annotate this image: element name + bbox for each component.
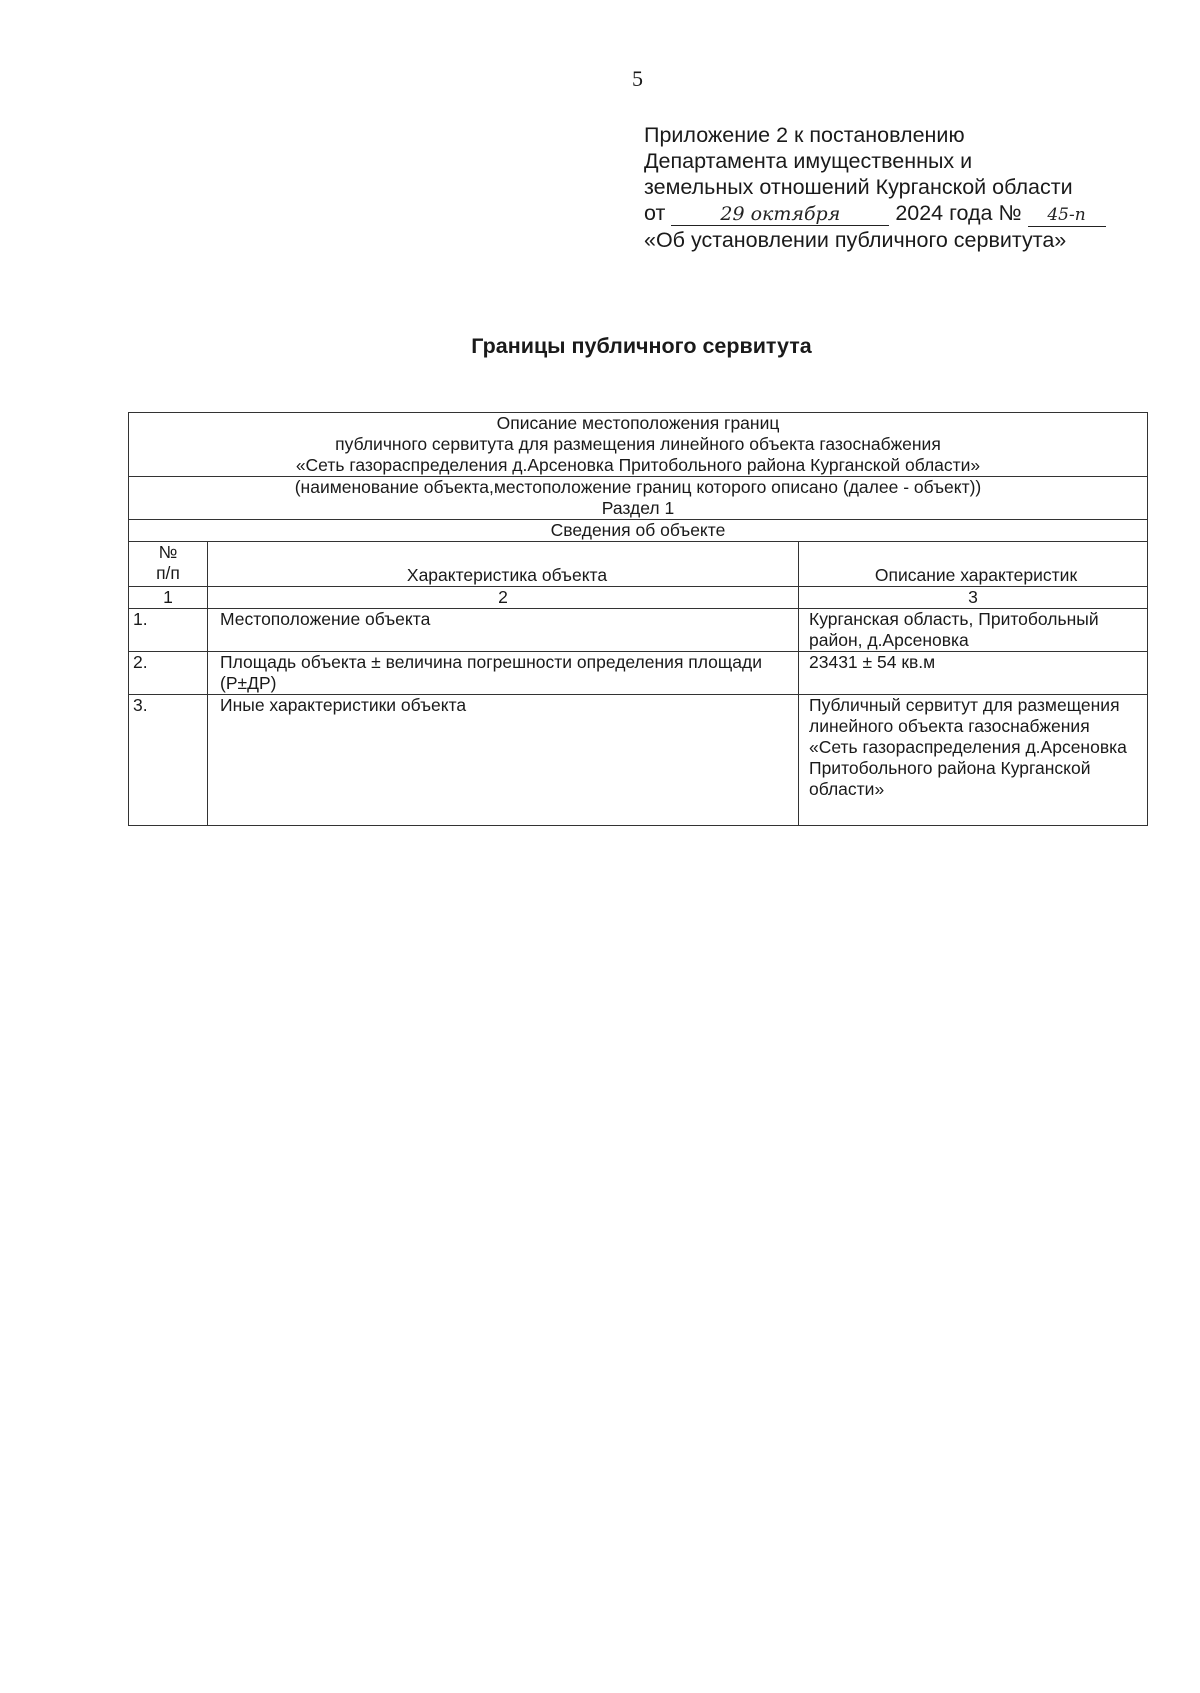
servitude-table [128, 412, 1148, 826]
section-label: Раздел 1 [601, 498, 675, 518]
column-header-row [129, 542, 1148, 587]
row-description: Курганская область, Притобольный район, д.Арсеновка [799, 609, 1148, 652]
col-number-3: 3 [799, 587, 1148, 609]
row-characteristic: Иные характеристики объекта [208, 695, 799, 826]
section-title-row [129, 520, 1148, 542]
row-description: Публичный сервитут для размещения линейного объекта газоснабжения «Сеть газораспределения д.Арсеновка Притобольного района Курганской области» [799, 695, 1148, 826]
appendix-year: 2024 года № [895, 201, 1022, 225]
row-description: 23431 ± 54 кв.м [799, 652, 1148, 695]
section-title: Сведения об объекте [129, 520, 1148, 542]
table-row [129, 652, 1148, 695]
table-header-cell [129, 413, 1148, 477]
table-header-row [129, 413, 1148, 477]
row-num: 1. [129, 609, 208, 652]
col-number-1: 1 [129, 587, 208, 609]
object-note: (наименование объекта,местоположение границ которого описано (далее - объект)) [294, 477, 982, 497]
appendix-block [644, 122, 1106, 253]
appendix-ot: от [644, 201, 666, 225]
header-line-2: публичного сервитута для размещения линейного объекта газоснабжения [335, 434, 941, 454]
row-characteristic: Площадь объекта ± величина погрешности определения площади (Р±ДР) [208, 652, 799, 695]
page-number: 5 [632, 66, 643, 91]
handwritten-date: 29 октября [671, 203, 889, 226]
col-header-num-line2: п/п [156, 563, 180, 583]
handwritten-number: 45-п [1028, 204, 1106, 227]
col-number-2: 2 [208, 587, 799, 609]
appendix-line-5: «Об установлении публичного сервитута» [644, 228, 1067, 252]
row-num: 3. [129, 695, 208, 826]
col-header-num [129, 542, 208, 587]
header-line-3: «Сеть газораспределения д.Арсеновка Притобольного района Курганской области» [295, 455, 981, 475]
col-header-num-line1: № [158, 542, 178, 562]
appendix-line-2: Департамента имущественных и [644, 149, 973, 173]
appendix-line-3: земельных отношений Курганской области [644, 175, 1073, 199]
column-number-row [129, 587, 1148, 609]
table-row [129, 609, 1148, 652]
row-characteristic: Местоположение объекта [208, 609, 799, 652]
object-note-cell [129, 477, 1148, 520]
col-header-description: Описание характеристик [799, 542, 1148, 587]
table-row [129, 695, 1148, 826]
appendix-line-4 [644, 200, 1106, 227]
appendix-line-1: Приложение 2 к постановлению [644, 123, 965, 147]
object-note-row [129, 477, 1148, 520]
row-num: 2. [129, 652, 208, 695]
header-line-1: Описание местоположения границ [496, 413, 780, 433]
col-header-characteristic: Характеристика объекта [208, 542, 799, 587]
document-title: Границы публичного сервитута [471, 334, 812, 358]
